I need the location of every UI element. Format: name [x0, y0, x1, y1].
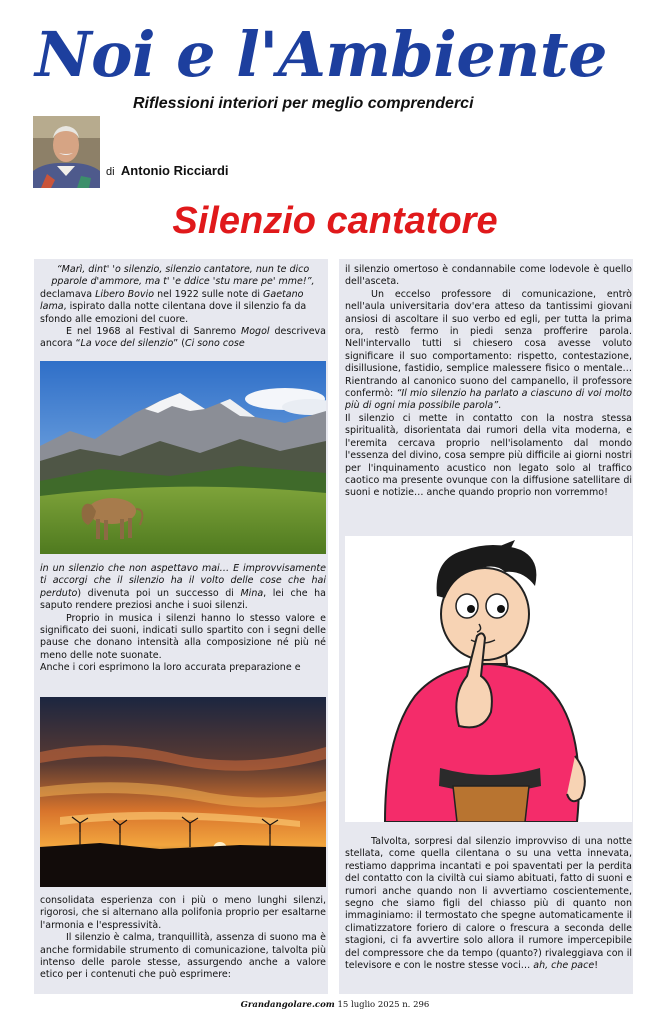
- paragraph: [345, 836, 632, 972]
- masthead-subtitle: Riflessioni interiori per meglio comprenderci: [133, 95, 474, 112]
- cartoon-man-finger-on-lips-icon: [345, 536, 632, 822]
- quote-line-5: sfondo alle emozioni del cuore.: [40, 313, 189, 325]
- text-run: Un eccelso professore di comunicazione, entrò nell'aula universitaria dov'era atteso da tantissimi giovani ansiosi di ascoltare il suo verbo ed egli, per tutta la prima ora, restò fermo in piedi senza profferire parola. Nell'intervallo tutti si chiesero cosa avesse voluto significare il suo comportamento: rispetto, contestazione, disillusione, fastidio, semplice malessere fisico o mentale… Rientrando al canonico suono del campanello, il professore confermò:: [345, 288, 632, 400]
- text-run: lama: [40, 301, 64, 313]
- text-run: !: [594, 960, 598, 972]
- left-text-block-2: [40, 563, 326, 675]
- text-run: “Il mio silenzio ha parlato a ciascuno di voi molto più di ogni mia possibile parola”: [345, 388, 632, 412]
- quote-line-1: “Marì, dint' 'o silenzio, silenzio cantatore, nun te dico: [56, 264, 310, 275]
- paragraph: Il silenzio ci mette in contatto con la nostra stessa spiritualità, disorientata dai rumori della vita moderna, e l'eremita cercava proprio nell'isolamento dal mondo l'essenza del divino, cosa sempre più difficile ai giorni nostri per l'inquinamento acustico non legato solo al traffico caotico ma presente ovunque con la diffusione satellitare di suoni e notizie… anche quando proprio non vorremmo!: [345, 412, 632, 499]
- footer-issue: 15 luglio 2025 n. 296: [334, 1000, 430, 1010]
- text-run: , ispirato dalla notte cilentana dove il silenzio fa da: [63, 301, 307, 313]
- quote-line-3: [40, 289, 326, 301]
- footer: [0, 1000, 670, 1010]
- mountain-meadow-photo: [40, 361, 326, 554]
- paragraph: [40, 326, 326, 351]
- left-text-block-1: [40, 264, 326, 351]
- text-run: in un silenzio che non aspettavo mai… E improvvisamente ti accorgi che il silenzio ha il volto delle cose che hai perduto: [40, 563, 326, 599]
- author-portrait-icon: [33, 116, 100, 188]
- text-run: Talvolta, sorpresi dal silenzio improvviso di una notte stellata, come quella cilentana o su una vetta innevata, restiamo dapprima incantati e poi spaventati per la perdita del contatto con la civiltà cui siamo abituati, fatto di suoni e rumori anche quando non li avvertiamo coscientemente, segno che siamo figli del chiasso più di quanto non immaginiamo: il termostato che spegne automaticamente il climatizzatore foriero di calore o frescura a seconda delle stagioni, ci fa avvertire solo allora il rumore impercepibile del compressore che da tempo (quanto?) rivaleggiava con il televisore e con le nostre stesse voci…: [345, 836, 632, 972]
- paragraph: consolidata esperienza con i più o meno lunghi silenzi, rigorosi, che si alternano alla polifonia proprio per esaltarne l'armonia e l'espressività.: [40, 895, 326, 931]
- paragraph: [345, 289, 632, 413]
- quote-line-4: [40, 301, 326, 313]
- text-run: , lei che ha saputo rendere preziosi anche i suoi silenzi.: [40, 587, 326, 612]
- sunset-photo: [40, 697, 326, 887]
- right-text-block-2: [345, 836, 632, 972]
- text-run: declamava: [40, 288, 96, 300]
- text-run: La voce del silenzio: [80, 338, 174, 350]
- text-run: ) divenuta poi un successo di: [77, 587, 241, 599]
- byline: [106, 163, 229, 178]
- text-run: ” (: [173, 338, 185, 350]
- text-run: ah, che pace: [533, 960, 595, 972]
- text-run: Gaetano: [263, 288, 304, 300]
- article-title: Silenzio cantatore: [172, 200, 498, 242]
- text-run: Ci sono cose: [184, 338, 245, 350]
- footer-site[interactable]: Grandangolare.com: [240, 1000, 335, 1010]
- byline-prefix: di: [106, 166, 115, 178]
- paragraph: Proprio in musica i silenzi hanno lo stesso valore e significato dei suoni, indicati sullo spartito con i segni delle pause che donano intensità alla composizione né più né meno delle note suonate.: [40, 612, 326, 661]
- left-text-block-3: [40, 895, 326, 982]
- paragraph: Anche i cori esprimono la loro accurata preparazione e: [40, 662, 301, 674]
- paragraph: [40, 563, 326, 613]
- text-run: descriveva ancora “: [40, 326, 326, 350]
- author-avatar: [33, 116, 100, 188]
- quote-line-2: pparole d'ammore, ma t' 'e ddice 'stu mare pe' mme!”,: [51, 276, 315, 288]
- alpine-meadow-with-cow-icon: [40, 361, 326, 554]
- text-run: Mogol: [241, 326, 270, 338]
- author-name: Antonio Ricciardi: [120, 163, 229, 178]
- text-run: E nel 1968 al Festival di Sanremo: [66, 326, 242, 338]
- cartoon-illustration: [345, 536, 632, 822]
- text-run: Mina: [240, 587, 264, 599]
- text-run: nel 1922 sulle note di: [154, 288, 264, 300]
- masthead: Noi e l'Ambiente: [35, 18, 607, 91]
- sunset-with-wind-turbines-icon: [40, 697, 326, 887]
- text-run: Libero Bovio: [95, 288, 155, 300]
- paragraph: il silenzio omertoso è condannabile come lodevole è quello dell'asceta.: [345, 264, 632, 288]
- paragraph: Il silenzio è calma, tranquillità, assenza di suono ma è anche formidabile strumento di comunicazione, talvolta più intenso delle parole stesse, assurgendo anche a valore etico per i contenuti che può esprimere:: [40, 932, 326, 981]
- right-text-block-1: [345, 264, 632, 500]
- text-run: .: [498, 400, 502, 412]
